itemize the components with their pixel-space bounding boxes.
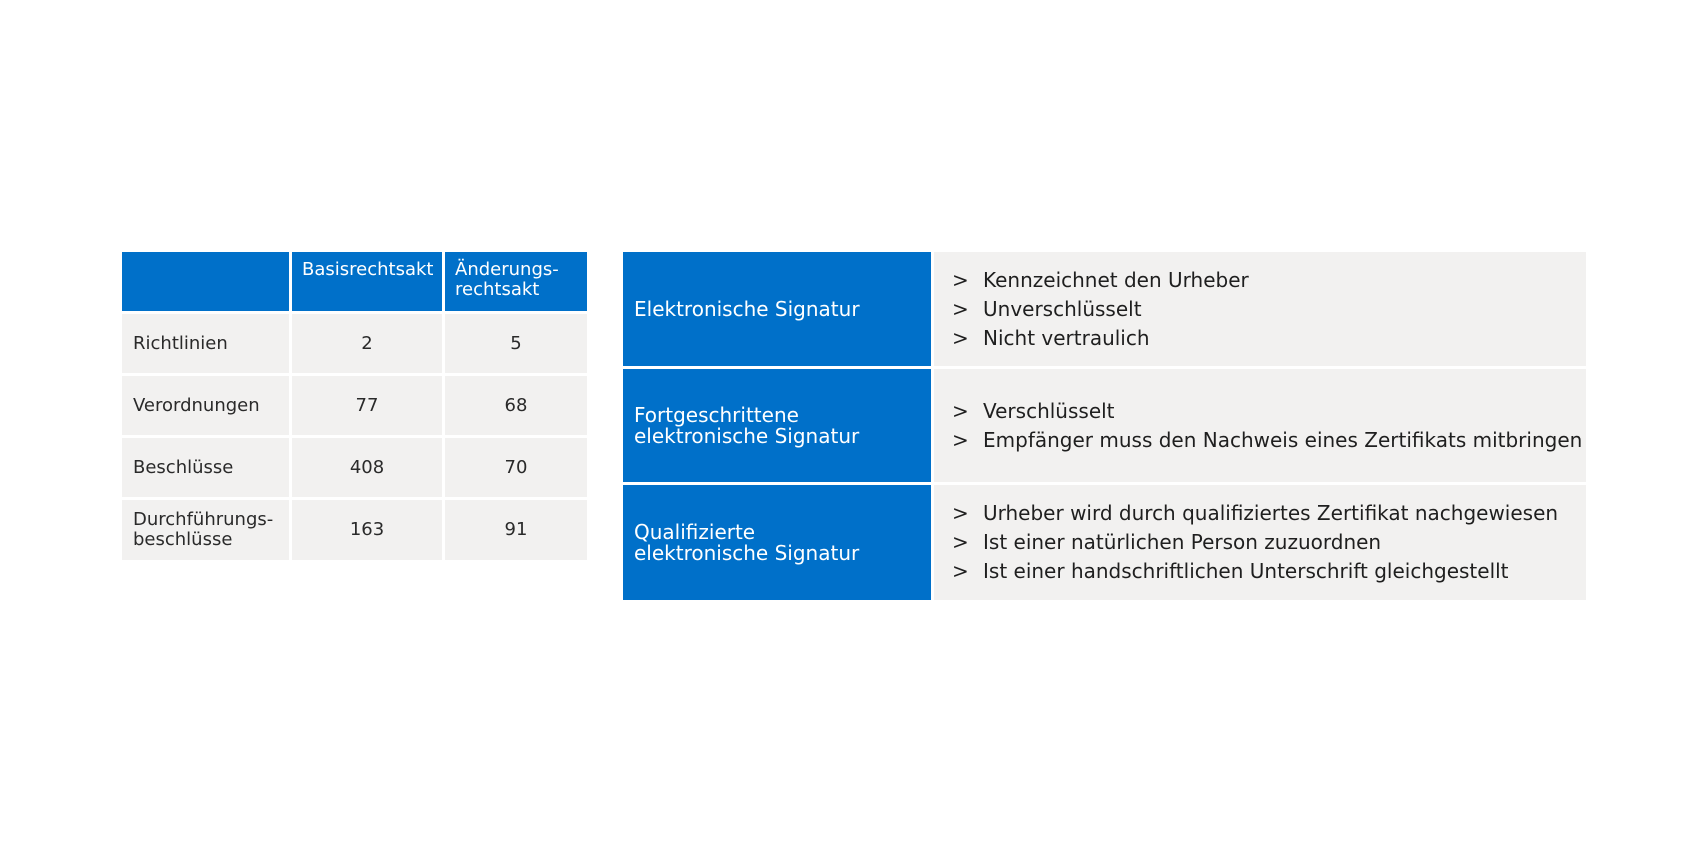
legal-acts-table	[122, 252, 587, 560]
cell-durchfuehrungsbeschluesse-aenderung: 91	[445, 500, 587, 560]
header-basisrechtsakt: Basisrechtsakt	[292, 252, 442, 311]
list-item-text: Ist einer handschriftlichen Unterschrift gleichgestellt	[983, 559, 1509, 583]
chevron-right-icon: >	[952, 427, 969, 452]
signature-type-fortgeschritten: Fortgeschrittene elektronische Signatur	[623, 369, 931, 482]
header-empty-cell	[122, 252, 289, 311]
chevron-right-icon: >	[952, 530, 969, 554]
list-item	[952, 528, 1586, 557]
signature-desc-fortgeschritten	[934, 369, 1586, 482]
chevron-right-icon: >	[952, 267, 969, 292]
signature-type-qualifiziert: Qualifizierte elektronische Signatur	[623, 485, 931, 600]
chevron-right-icon: >	[952, 501, 969, 525]
signature-types-table	[623, 252, 1586, 600]
list-item-text: Verschlüsselt	[983, 398, 1115, 423]
row-label-durchfuehrungsbeschluesse: Durchführungs- beschlüsse	[122, 500, 289, 560]
chevron-right-icon: >	[952, 559, 969, 583]
header-aenderungsrechtsakt: Änderungs- rechtsakt	[445, 252, 587, 311]
chevron-right-icon: >	[952, 296, 969, 321]
cell-beschluesse-aenderung: 70	[445, 438, 587, 497]
chevron-right-icon: >	[952, 325, 969, 350]
list-item	[952, 397, 1586, 426]
row-label-verordnungen: Verordnungen	[122, 376, 289, 435]
list-item-text: Urheber wird durch qualifiziertes Zertifikat nachgewiesen	[983, 501, 1559, 525]
list-item	[952, 266, 1586, 295]
cell-verordnungen-basis: 77	[292, 376, 442, 435]
list-item	[952, 295, 1586, 324]
cell-richtlinien-aenderung: 5	[445, 314, 587, 373]
chevron-right-icon: >	[952, 398, 969, 423]
row-label-richtlinien: Richtlinien	[122, 314, 289, 373]
list-item-text: Ist einer natürlichen Person zuzuordnen	[983, 530, 1382, 554]
list-item	[952, 324, 1586, 353]
list-item-text: Kennzeichnet den Urheber	[983, 267, 1249, 292]
signature-type-elektronisch: Elektronische Signatur	[623, 252, 931, 366]
row-label-beschluesse: Beschlüsse	[122, 438, 289, 497]
signature-desc-elektronisch	[934, 252, 1586, 366]
list-item-text: Nicht vertraulich	[983, 325, 1150, 350]
list-item-text: Unverschlüsselt	[983, 296, 1142, 321]
list-item-text: Empfänger muss den Nachweis eines Zertifikats mitbringen	[983, 427, 1583, 452]
cell-verordnungen-aenderung: 68	[445, 376, 587, 435]
cell-beschluesse-basis: 408	[292, 438, 442, 497]
list-item	[952, 499, 1586, 528]
signature-desc-qualifiziert	[934, 485, 1586, 600]
list-item	[952, 557, 1586, 586]
list-item	[952, 426, 1586, 455]
cell-richtlinien-basis: 2	[292, 314, 442, 373]
cell-durchfuehrungsbeschluesse-basis: 163	[292, 500, 442, 560]
